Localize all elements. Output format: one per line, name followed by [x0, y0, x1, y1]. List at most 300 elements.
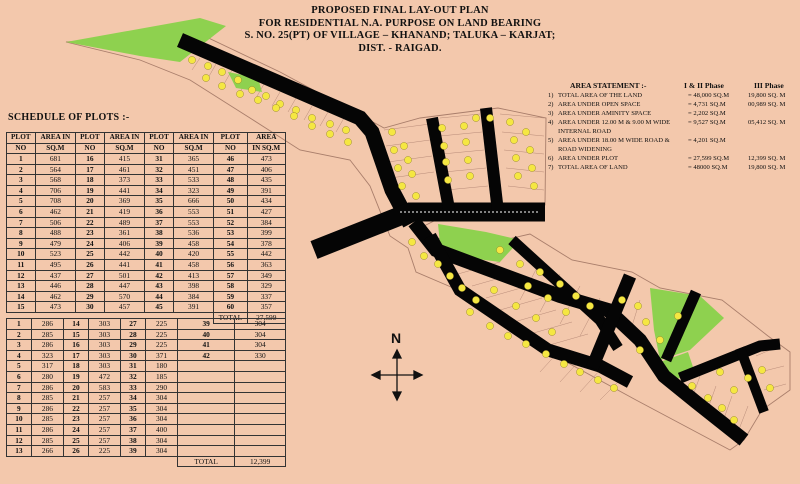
plot-no-cell: 2	[7, 164, 36, 175]
plot-marker	[512, 302, 519, 309]
plot-marker	[308, 114, 315, 121]
plot-no-cell: 20	[76, 196, 105, 207]
plot-area-cell: 570	[104, 291, 144, 302]
plot-no-cell: 55	[214, 249, 247, 260]
plot-marker	[290, 112, 297, 119]
plot-no-cell: 35	[145, 196, 174, 207]
plot-area-cell: 553	[173, 217, 213, 228]
area-row-value-phase3: 00,989 SQ. M	[748, 101, 786, 108]
table-row	[7, 217, 286, 228]
table-row	[7, 291, 286, 302]
area-col-phase12: I & II Phase	[684, 81, 724, 90]
plot-marker	[536, 268, 543, 275]
plot-marker	[586, 302, 593, 309]
plot-marker	[496, 246, 503, 253]
plot-no-cell: 53	[214, 228, 247, 239]
area-row-number: 1)	[548, 92, 554, 99]
plot-marker	[528, 164, 535, 171]
plot-marker	[548, 328, 555, 335]
plot-area-cell: 461	[104, 164, 144, 175]
plot-no-cell: 14	[7, 291, 36, 302]
empty-cell	[64, 456, 89, 467]
plot-area-cell: 185	[145, 371, 177, 382]
plot-area-cell: 304	[145, 403, 177, 414]
plot-marker	[412, 192, 419, 199]
plot-marker	[218, 82, 225, 89]
area-row-number: 5)	[548, 137, 554, 144]
plot-area-cell: 706	[35, 185, 75, 196]
plot-area-cell: 441	[104, 259, 144, 270]
plot-marker	[400, 142, 407, 149]
plot-area-cell	[235, 371, 286, 382]
area-row-value-phase3: 19,800 SQ. M	[748, 164, 786, 171]
plot-marker	[248, 86, 255, 93]
plot-no-cell: 23	[64, 414, 89, 425]
plot-no-cell	[178, 446, 235, 457]
schedule-header: PLOT	[7, 133, 36, 144]
plot-area-cell: 304	[145, 393, 177, 404]
area-row-number: 4)	[548, 119, 554, 126]
plot-area-cell: 361	[104, 228, 144, 239]
plot-marker	[442, 158, 449, 165]
plot-marker	[674, 312, 681, 319]
plot-no-cell: 10	[7, 249, 36, 260]
plot-no-cell: 18	[64, 361, 89, 372]
plot-marker	[730, 386, 737, 393]
plot-marker	[504, 332, 511, 339]
plot-no-cell: 29	[121, 340, 146, 351]
table-row	[7, 185, 286, 196]
schedule-header: NO	[7, 143, 36, 154]
plot-area-cell: 286	[31, 382, 63, 393]
plot-area-cell: 371	[145, 350, 177, 361]
plot-area-cell: 472	[88, 371, 120, 382]
plot-no-cell	[178, 393, 235, 404]
plot-no-cell: 13	[7, 446, 32, 457]
area-row-number: 3)	[548, 110, 554, 117]
table-row	[7, 393, 286, 404]
table-row	[7, 382, 286, 393]
plot-area-cell: 373	[104, 175, 144, 186]
plot-area-cell: 303	[88, 340, 120, 351]
plot-area-cell: 553	[173, 206, 213, 217]
area-row-value-phase12: = 48000 SQ.M	[688, 164, 728, 171]
plot-no-cell: 34	[145, 185, 174, 196]
schedule-header: NO	[76, 143, 105, 154]
table-row	[7, 175, 286, 186]
plot-no-cell: 26	[76, 259, 105, 270]
plot-area-cell: 286	[31, 424, 63, 435]
plot-marker	[342, 126, 349, 133]
table-row	[7, 270, 286, 281]
plot-no-cell: 39	[178, 319, 235, 330]
plot-area-cell: 399	[247, 228, 285, 239]
plot-area-cell: 442	[104, 249, 144, 260]
plot-area-cell: 303	[88, 361, 120, 372]
plot-marker	[388, 128, 395, 135]
plot-area-cell: 462	[35, 291, 75, 302]
plot-no-cell: 12	[7, 435, 32, 446]
plot-area-cell: 304	[235, 319, 286, 330]
plot-area-cell: 257	[88, 414, 120, 425]
plot-no-cell	[178, 403, 235, 414]
plot-no-cell: 34	[121, 393, 146, 404]
plot-no-cell: 24	[64, 424, 89, 435]
plot-no-cell: 29	[76, 291, 105, 302]
plot-area-cell: 666	[173, 196, 213, 207]
plot-area-cell: 495	[35, 259, 75, 270]
schedule-table-phase3	[6, 318, 286, 467]
total-value: 12,399	[235, 456, 286, 467]
plot-no-cell: 40	[145, 249, 174, 260]
plot-no-cell: 35	[121, 403, 146, 414]
plot-area-cell: 303	[88, 329, 120, 340]
plot-no-cell: 43	[145, 281, 174, 292]
area-row-value-phase12: = 2,202 SQ.M	[688, 110, 726, 117]
plot-no-cell: 51	[214, 206, 247, 217]
plot-marker	[202, 74, 209, 81]
plot-area-cell: 337	[247, 291, 285, 302]
plot-no-cell: 19	[76, 185, 105, 196]
area-col-phase3: III Phase	[754, 81, 784, 90]
plot-no-cell: 49	[214, 185, 247, 196]
table-row	[7, 196, 286, 207]
plot-marker	[326, 130, 333, 137]
table-row	[7, 371, 286, 382]
plot-no-cell: 3	[7, 175, 36, 186]
area-row-value-phase12: = 48,000 SQ.M	[688, 92, 730, 99]
area-row-value-phase3: 19,800 SQ. M	[748, 92, 786, 99]
plot-area-cell: 257	[88, 424, 120, 435]
plot-no-cell: 24	[76, 238, 105, 249]
plot-no-cell: 20	[64, 382, 89, 393]
table-row	[7, 446, 286, 457]
schedule-header: AREA IN	[35, 133, 75, 144]
area-row-value-phase3: 05,412 SQ. M	[748, 119, 786, 126]
plot-area-cell: 473	[247, 154, 285, 165]
plot-no-cell: 38	[121, 435, 146, 446]
area-row-label: AREA UNDER PLOT	[558, 155, 619, 162]
plot-no-cell: 27	[76, 270, 105, 281]
table-row	[7, 164, 286, 175]
plot-area-cell: 406	[247, 164, 285, 175]
plot-marker	[234, 76, 241, 83]
plot-area-cell: 681	[35, 154, 75, 165]
plot-no-cell: 23	[76, 228, 105, 239]
plot-marker	[254, 96, 261, 103]
plot-area-cell: 349	[247, 270, 285, 281]
plot-area-cell: 427	[247, 206, 285, 217]
plot-area-cell: 400	[145, 424, 177, 435]
area-row-value-phase12: = 27,599 SQ.M	[688, 155, 730, 162]
plot-marker	[560, 360, 567, 367]
plot-no-cell: 33	[121, 382, 146, 393]
plot-marker	[408, 238, 415, 245]
plan-title	[220, 5, 580, 55]
plot-boundary-line	[546, 334, 588, 346]
table-row	[7, 329, 286, 340]
plot-marker	[394, 164, 401, 171]
plot-area-cell: 501	[104, 270, 144, 281]
plot-marker	[688, 382, 695, 389]
plot-no-cell: 37	[121, 424, 146, 435]
plot-area-cell: 225	[145, 319, 177, 330]
road-branch-1	[432, 118, 450, 214]
schedule-header: IN SQ.M	[247, 143, 285, 154]
plot-no-cell: 8	[7, 393, 32, 404]
plot-marker	[642, 318, 649, 325]
plot-marker	[434, 260, 441, 267]
plot-no-cell: 40	[178, 329, 235, 340]
plot-area-cell: 365	[173, 154, 213, 165]
plot-area-cell: 329	[247, 281, 285, 292]
table-row	[7, 302, 286, 313]
plot-no-cell: 30	[76, 302, 105, 313]
plot-area-cell: 458	[173, 238, 213, 249]
plot-marker	[506, 118, 513, 125]
plot-marker	[572, 292, 579, 299]
plot-marker	[524, 282, 531, 289]
plot-area-cell: 304	[145, 446, 177, 457]
area-row-value-phase12: = 4,201 SQ.M	[688, 137, 726, 144]
plot-area-cell: 419	[104, 206, 144, 217]
total-value: 27,599	[247, 312, 285, 323]
area-row-number: 2)	[548, 101, 554, 108]
plot-marker	[636, 346, 643, 353]
plot-area-cell: 398	[173, 281, 213, 292]
plot-area-cell: 225	[145, 340, 177, 351]
plot-area-cell: 285	[31, 414, 63, 425]
plot-area-cell: 435	[247, 175, 285, 186]
plot-marker	[656, 336, 663, 343]
plot-marker	[458, 284, 465, 291]
plot-area-cell: 304	[235, 329, 286, 340]
plot-no-cell: 4	[7, 350, 32, 361]
plot-area-cell	[235, 403, 286, 414]
plot-area-cell: 384	[173, 291, 213, 302]
plot-area-cell: 533	[173, 175, 213, 186]
plot-marker	[512, 154, 519, 161]
plot-marker	[594, 376, 601, 383]
plot-marker	[408, 170, 415, 177]
plot-no-cell: 14	[64, 319, 89, 330]
plot-no-cell: 11	[7, 259, 36, 270]
plot-no-cell	[178, 414, 235, 425]
plot-no-cell: 46	[214, 154, 247, 165]
plot-no-cell: 25	[76, 249, 105, 260]
plot-marker	[472, 296, 479, 303]
plot-no-cell: 17	[64, 350, 89, 361]
plot-marker	[744, 374, 751, 381]
plot-area-cell: 384	[247, 217, 285, 228]
plot-marker	[404, 156, 411, 163]
plot-no-cell: 21	[64, 393, 89, 404]
plot-marker	[344, 138, 351, 145]
schedule-header: AREA IN	[104, 133, 144, 144]
plot-area-cell: 225	[145, 329, 177, 340]
plot-no-cell	[178, 435, 235, 446]
schedule-header-row	[7, 133, 286, 144]
plot-marker	[510, 136, 517, 143]
plot-area-cell: 285	[31, 435, 63, 446]
road-se	[680, 344, 780, 378]
plot-marker	[490, 286, 497, 293]
plot-marker	[420, 252, 427, 259]
plot-no-cell: 41	[145, 259, 174, 270]
plot-marker	[766, 384, 773, 391]
schedule-header: PLOT	[76, 133, 105, 144]
table-row	[7, 238, 286, 249]
north-label-box	[372, 330, 422, 400]
plot-no-cell: 9	[7, 238, 36, 249]
schedule-title: SCHEDULE OF PLOTS :-	[8, 112, 130, 123]
plot-boundary-line	[386, 140, 430, 146]
plot-marker	[390, 146, 397, 153]
plot-no-cell: 19	[64, 371, 89, 382]
plot-no-cell: 13	[7, 281, 36, 292]
empty-cell	[7, 456, 32, 467]
plot-area-cell: 434	[247, 196, 285, 207]
plot-area-cell: 225	[88, 446, 120, 457]
plot-area-cell: 180	[145, 361, 177, 372]
plot-area-cell	[235, 361, 286, 372]
plot-area-cell: 323	[173, 185, 213, 196]
plot-boundary-line	[506, 168, 544, 172]
plot-boundary-line	[444, 168, 486, 172]
plot-no-cell: 42	[178, 350, 235, 361]
empty-cell	[31, 456, 63, 467]
table-row	[7, 154, 286, 165]
plot-area-cell: 304	[235, 340, 286, 351]
plot-marker	[556, 280, 563, 287]
plot-no-cell: 9	[7, 403, 32, 414]
plot-area-cell: 451	[173, 164, 213, 175]
plot-no-cell: 5	[7, 361, 32, 372]
total-row	[7, 456, 286, 467]
plot-boundary-line	[500, 298, 542, 310]
plot-marker	[308, 122, 315, 129]
empty-cell	[88, 456, 120, 467]
area-row-value-phase12: = 4,731 SQ.M	[688, 101, 726, 108]
total-label: TOTAL	[178, 456, 235, 467]
plot-no-cell: 6	[7, 206, 36, 217]
plot-no-cell: 31	[121, 361, 146, 372]
plot-no-cell: 30	[121, 350, 146, 361]
plot-no-cell: 27	[121, 319, 146, 330]
plot-no-cell: 21	[76, 206, 105, 217]
plot-no-cell: 60	[214, 302, 247, 313]
area-row-label: AREA UNDER 18.00 M WIDE ROAD & ROAD WIDENING	[558, 137, 670, 153]
plot-no-cell: 22	[64, 403, 89, 414]
plot-marker	[460, 122, 467, 129]
plot-no-cell: 47	[214, 164, 247, 175]
plot-area-cell: 286	[31, 319, 63, 330]
plot-marker	[716, 368, 723, 375]
table-row	[7, 228, 286, 239]
title-line: FOR RESIDENTIAL N.A. PURPOSE ON LAND BEARING	[258, 17, 542, 29]
plot-marker	[704, 394, 711, 401]
plot-area-cell: 583	[88, 382, 120, 393]
plot-no-cell: 1	[7, 154, 36, 165]
plot-marker	[466, 308, 473, 315]
schedule-header: NO	[145, 143, 174, 154]
plot-marker	[188, 56, 195, 63]
title-line: S. NO. 25(PT) OF VILLAGE – KHANAND; TALUKA – KARJAT;	[244, 30, 556, 41]
table-row	[7, 340, 286, 351]
schedule-header: NO	[214, 143, 247, 154]
plot-area-cell: 391	[173, 302, 213, 313]
area-row-value-phase12: = 9,527 SQ.M	[688, 119, 726, 126]
table-row	[7, 259, 286, 270]
plot-marker	[514, 172, 521, 179]
plot-area-cell: 462	[35, 206, 75, 217]
plot-no-cell: 11	[7, 424, 32, 435]
road-se-2	[740, 348, 764, 412]
plot-no-cell: 2	[7, 329, 32, 340]
title-line: DIST. - RAIGAD.	[358, 42, 442, 54]
plot-marker	[532, 314, 539, 321]
plot-marker	[462, 138, 469, 145]
road-branch-2	[486, 108, 498, 212]
plot-area-cell	[235, 435, 286, 446]
plot-area-cell: 285	[31, 393, 63, 404]
table-row	[7, 249, 286, 260]
plot-boundary-line	[446, 186, 488, 190]
table-row	[7, 361, 286, 372]
total-label: TOTAL	[214, 312, 247, 323]
plot-area-cell: 286	[31, 403, 63, 414]
table-row	[7, 403, 286, 414]
plot-no-cell: 48	[214, 175, 247, 186]
plot-area-cell	[235, 382, 286, 393]
plot-marker	[464, 156, 471, 163]
schedule-header: SQ.M	[104, 143, 144, 154]
plot-marker	[272, 104, 279, 111]
schedule-header: SQ.M	[35, 143, 75, 154]
table-row	[7, 435, 286, 446]
plot-no-cell: 12	[7, 270, 36, 281]
plot-no-cell: 31	[145, 154, 174, 165]
schedule-header: AREA	[247, 133, 285, 144]
plot-area-cell: 479	[35, 238, 75, 249]
plot-no-cell: 15	[7, 302, 36, 313]
plot-area-cell: 506	[35, 217, 75, 228]
plot-area-cell	[235, 424, 286, 435]
plot-no-cell: 57	[214, 270, 247, 281]
plot-area-cell: 378	[247, 238, 285, 249]
area-row-value-phase3: 12,399 SQ. M	[748, 155, 786, 162]
plot-marker	[730, 416, 737, 423]
plot-area-cell: 286	[31, 340, 63, 351]
plot-no-cell: 52	[214, 217, 247, 228]
plot-boundary-line	[504, 150, 544, 154]
plot-no-cell: 17	[76, 164, 105, 175]
plot-no-cell: 26	[64, 446, 89, 457]
plot-marker	[440, 142, 447, 149]
plot-area-cell: 441	[104, 185, 144, 196]
plot-no-cell: 56	[214, 259, 247, 270]
plot-no-cell	[178, 382, 235, 393]
table-row	[7, 319, 286, 330]
plot-area-cell: 257	[88, 403, 120, 414]
plot-marker	[236, 90, 243, 97]
plot-marker	[718, 404, 725, 411]
plot-marker	[218, 68, 225, 75]
table-row	[7, 281, 286, 292]
plot-no-cell: 42	[145, 270, 174, 281]
plot-area-cell: 536	[173, 228, 213, 239]
plot-area-cell: 285	[31, 329, 63, 340]
